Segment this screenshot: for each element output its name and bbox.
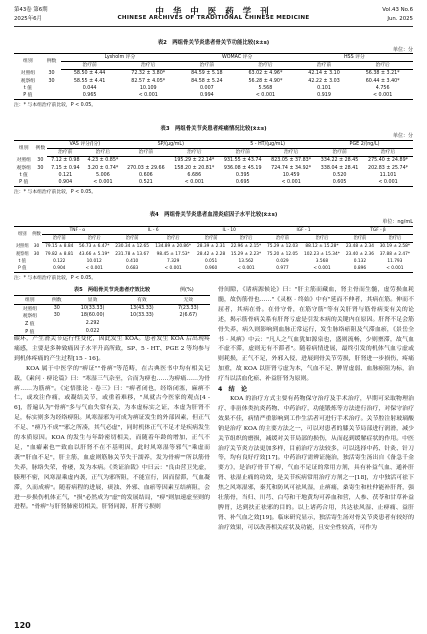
table-cell: 0.101 — [317, 85, 331, 91]
table-cell: 0.121 — [58, 172, 73, 178]
table4-h-tnf: TNF - α — [42, 227, 112, 235]
table-row — [14, 78, 413, 85]
table3-h-before: 治疗前 — [122, 149, 169, 157]
table-cell: 88.12 ± 15.28* — [305, 244, 339, 250]
table-cell: 2(6.67) — [179, 313, 198, 319]
table-cell: 7.329 — [167, 258, 180, 264]
table-row — [14, 265, 413, 273]
table3-h-n: 例数 — [33, 141, 47, 157]
table-cell: 0.122 — [53, 258, 66, 264]
table4-unit: 单位：ng/mL — [382, 219, 413, 225]
table2-h-after: 治疗后 — [235, 62, 296, 70]
table-cell: 10(33.33) — [80, 305, 105, 311]
table3-h-after: 治疗后 — [363, 149, 413, 157]
table-row — [14, 179, 413, 187]
table-cell — [42, 85, 62, 92]
table2-unit: 单位：分 — [392, 47, 413, 53]
table4-h-before: 治疗前 — [264, 235, 301, 243]
table-cell: 202.83 ± 25.74* — [368, 165, 409, 171]
table-cell: 30 — [33, 244, 40, 250]
table-cell — [46, 320, 68, 328]
table-cell: 28.42 ± 2.28 — [197, 251, 226, 257]
table5-h-effective: 有效 — [117, 296, 166, 305]
table-cell: 270.03 ± 29.66 — [127, 165, 165, 171]
table-cell: 0.051 — [204, 258, 218, 264]
table-cell: 0.960 — [194, 265, 228, 273]
table-cell: 0.919 — [296, 92, 353, 100]
header-rule — [14, 26, 413, 27]
table-cell: 11.793 — [387, 258, 403, 264]
table-cell: 58.50 ± 4.44 — [73, 71, 106, 77]
table-cell: 0.605 — [316, 179, 363, 187]
table4-caption: 表4 两组骨关节炎患者血清炎症因子水平比较(x̄±s) — [149, 212, 278, 218]
date-cn: 2025年6月 — [14, 16, 42, 22]
table-row — [14, 172, 413, 179]
table4-h-after: 治疗后 — [301, 235, 343, 243]
table2 — [14, 53, 413, 100]
table2-h-hss: HSS 评分 — [296, 54, 413, 62]
table-cell: 30 — [37, 158, 44, 164]
table-cell: 6.686 — [187, 172, 202, 178]
table-cell: 42.14 ± 3.10 — [308, 71, 340, 77]
table2-h-after: 治疗后 — [118, 62, 179, 70]
table-cell: < 0.001 — [76, 265, 112, 273]
table4-h-before: 治疗前 — [112, 235, 152, 243]
table-cell: 3.568 — [315, 258, 329, 264]
body-paragraph: 碳环，产生滑关节运行性变化，因此发生 KOA。患者发生 KOA 后出现疼痛感，主要是多种致痛因子水平升高所致，SP、5 - HT、PGE 2 等均参与到机体疼痛的产生过程[15 - 16]。 — [14, 336, 210, 362]
table-row — [14, 85, 413, 92]
table-cell: 0.520 — [332, 172, 347, 178]
table-cell: 30 — [53, 305, 60, 311]
table-cell: 0.022 — [68, 327, 117, 335]
table3-h-5ht: 5 - HT/(μg/mL) — [219, 141, 316, 149]
table4-h-il10: IL - 10 — [194, 227, 264, 235]
table-cell: 72.32 ± 3.80* — [131, 71, 166, 77]
table-cell: t 值 — [19, 172, 28, 178]
table-cell: 0.683 — [112, 265, 152, 273]
table-cell: < 0.001 — [377, 265, 413, 273]
table4-h-before: 治疗前 — [343, 235, 377, 243]
table-cell: 3.20 ± 0.74* — [87, 165, 119, 171]
table-row — [14, 157, 413, 165]
table-cell: 10.109 — [139, 85, 157, 91]
table4-note: 注：* 与本组治疗前比较，P < 0.05。 — [14, 276, 97, 281]
table4-h-n: 例数 — [31, 227, 43, 243]
table-cell: 观察组 — [15, 251, 29, 257]
table-cell — [33, 172, 47, 179]
table4 — [14, 226, 413, 273]
table4-h-after: 治疗后 — [228, 235, 264, 243]
table-cell: < 0.001 — [118, 92, 179, 100]
table2-h-lysholm: Lysholm 评分 — [61, 54, 178, 62]
section-heading: 4 结 论 — [218, 386, 248, 394]
table-cell: 5.006 — [96, 172, 110, 178]
table2-h-after: 治疗后 — [352, 62, 413, 70]
table-cell: 134.89 ± 20.86* — [155, 244, 192, 250]
table-cell: 195.29 ± 22.14* — [174, 158, 215, 164]
table-cell: 0.044 — [82, 85, 97, 91]
table-cell: Z 值 — [24, 322, 35, 328]
table-cell: 56.38 ± 3.21* — [365, 71, 400, 77]
table-cell: P 值 — [14, 265, 31, 273]
table-cell: 231.78 ± 13.67 — [115, 251, 149, 257]
table-cell: P 值 — [14, 327, 46, 335]
table-cell: < 0.001 — [301, 265, 343, 273]
table4-h-tgfb: TGF - β — [343, 227, 413, 235]
table-cell: < 0.001 — [228, 265, 264, 273]
table-cell: 42.22 ± 3.03 — [308, 78, 340, 84]
volume-cn: 第43卷 第6期 — [14, 7, 48, 13]
table-cell: 对照组 — [22, 306, 37, 312]
table-cell: 75.20 ± 12.05 — [266, 251, 298, 257]
table3-h-sp: SP/(μg/mL) — [122, 141, 219, 149]
table-cell: 79.82 ± 8.81 — [45, 251, 74, 257]
table-cell: 对照组 — [16, 158, 31, 164]
table-cell: 0.695 — [219, 179, 266, 187]
table-cell: 23.48 ± 2.34 — [345, 244, 375, 250]
table2-caption: 表2 两组骨关节炎患者骨关节功能比较(x̄±s) — [157, 40, 270, 46]
table4-h-before: 治疗前 — [194, 235, 228, 243]
table-cell: 230.34 ± 12.65 — [115, 244, 149, 250]
table-row — [14, 165, 413, 172]
table-cell: t 值 — [18, 258, 26, 264]
table5-unit: 例(%) — [180, 287, 194, 293]
body-paragraph: 骨间隙，《诸病源候论》曰："肝主筋而藏血，肾主骨而生髓，虚劳损血耗髓，故伤筋骨也……"《灵枢 · 终始》中有"延而不伸者，其病在筋。伸而不屈者，其病在骨。在骨守骨，在筋守筋"等有关肝肾与筋骨病变有关的论述，揭示筋骨病关系有肝肾亏虚是引发本病的关键内在原因。肝肾不足会筋骨失养，病久则影响到血脉正常运行，发生脉络瘀阻及气滞血瘀，《景岳全书 · 风痹》中云："凡人之气血犹如源泉也，盛则流畅，少则壅滞，故气血不虚不滞，虚则无有不滞者"。随着病情进展，最终引发的机体气血亏虚或则耗损，正气不足，外邪入侵，进展到骨关节劳损，肝肾进一步损伤，疼痛加重，故 KOA 以肝肾亏虚为本，气血不足、脾胃虚弱、血脉瘀阻为标，治疗当以活血化瘀、补益肝肾为原则。 — [218, 287, 414, 383]
table-cell: 30 — [48, 71, 55, 77]
table-cell: 0.395 — [235, 172, 250, 178]
page-number: 120 — [14, 621, 31, 630]
date-en: Jun. 2025 — [387, 16, 413, 22]
header-right — [382, 6, 413, 24]
table-cell: 13(43.33) — [130, 305, 154, 311]
table5-caption: 表5 两组骨关节炎患者疗效比较 — [73, 287, 151, 293]
table-cell: 63.02 ± 4.96* — [248, 71, 283, 77]
table-cell: 275.40 ± 24.89* — [368, 158, 409, 164]
table-cell — [167, 320, 210, 328]
table-cell: 7.12 ± 0.98 — [51, 158, 80, 164]
table-cell: 0.521 — [122, 179, 169, 187]
table-cell: < 0.001 — [352, 92, 413, 100]
table-cell: < 0.001 — [83, 179, 122, 187]
table2-note: 注：* 与本组治疗前比较，P < 0.05。 — [14, 103, 97, 108]
table-cell — [122, 157, 169, 165]
table-cell: 79.15 ± 8.84 — [45, 244, 74, 250]
table-cell: 936.08 ± 45.19 — [223, 165, 262, 171]
table3-note: 注：* 与本组治疗前比较，P < 0.05。 — [14, 190, 97, 195]
table-row — [14, 258, 413, 265]
table4-h-igf1: IGF - 1 — [264, 227, 343, 235]
table-cell: 23.40 ± 2.36 — [345, 251, 375, 257]
table2-h-before: 治疗前 — [61, 62, 118, 70]
table-cell: 98.45 ± 17.53* — [156, 251, 190, 257]
table-cell: 观察组 — [16, 165, 31, 171]
table-cell: 0.977 — [264, 265, 301, 273]
table-cell: 30.19 ± 2.58* — [379, 244, 411, 250]
table-cell: 11.101 — [379, 172, 397, 178]
table-cell: 22.96 ± 2.15* — [230, 244, 262, 250]
table3-h-pge2: PGE 2/(ng/L) — [316, 141, 413, 149]
table-cell: 82.57 ± 4.05* — [131, 78, 166, 84]
table-cell: 13.562 — [238, 258, 254, 264]
table3-caption: 表3 两组骨关节炎患者疼痛情况比较(x̄±s) — [160, 126, 267, 132]
table3-unit: 单位：分 — [392, 133, 413, 139]
table-cell: 823.05 ± 37.83* — [271, 158, 312, 164]
body-paragraph: KOA 的治疗方式主要有药物保守治疗及手术治疗，早期可采取物理治疗、非甾体类抗炎药物、中药治疗，功能锻炼等方法进行治疗，对保守治疗效果不佳，病情严重影响到工作生活者可进行手术治疗。关节腔注射玻璃酸钠是治疗 KOA 的主要方法之一，可以对患者的膝关节局部进行润滑，减少关节组织的磨损，减缓对关节局部的损伤，从而起到缓解症状的作用。中医治疗关节炎方法更加多样，目前治疗方法较多，可以选择中药、针灸、针刀等，均有良好疗效[17]。中药治疗需辨证施治，独活寄生汤出自《备急千金要方》，是治疗骨节丫痹，气血不足证的常用方剂，具有补益气血、通补肝肾、祛湿止痛的功效，是关节疾病常用治疗方剂之一[18]，方中独活可祛下焦之风寒湿邪，秦艽和防风可祛风湿，止痹痛，桑寄生和杜仲能补肝肾，强壮筋骨，当归、川芎、白芍和干地黄均可养血和营，人参、茯苓和甘草补益脾胃，达到扶正祛邪的目的。以上诸药合用，共达祛风湿、止痹痛、益肝肾、补气血之效[19]。临床研究显示，独活寄生汤对骨关节炎患者有较好的治疗效果，可以改善相关症状及功能，且安全性较高，可作为 — [218, 395, 414, 531]
table-cell: 931.55 ± 43.74 — [223, 158, 262, 164]
table-cell: 0.007 — [199, 85, 214, 91]
table5-h-marked: 显效 — [68, 296, 117, 305]
table-cell: < 0.001 — [235, 92, 296, 100]
table-cell: 102.23 ± 15.34* — [304, 251, 340, 257]
table-cell — [42, 92, 62, 100]
table-row — [14, 92, 413, 100]
table-row — [14, 243, 413, 251]
running-header — [14, 4, 413, 34]
table-cell: 28.39 ± 2.31 — [197, 244, 226, 250]
table4-h-after: 治疗后 — [76, 235, 112, 243]
table3 — [14, 140, 413, 187]
table-cell: 30 — [53, 313, 60, 319]
table4-h-group: 组别 — [14, 227, 31, 243]
table3-h-after: 治疗后 — [169, 149, 219, 157]
table-cell: < 0.001 — [152, 265, 194, 273]
table-cell: < 0.001 — [169, 179, 219, 187]
table-cell: 10.012 — [86, 258, 102, 264]
journal-title-cn: 中 华 中 医 药 学 刊 — [155, 7, 272, 17]
table-cell: 334.22 ± 28.45 — [320, 158, 359, 164]
table-cell: 75.29 ± 12.03 — [266, 244, 298, 250]
table2-h-before: 治疗前 — [296, 62, 353, 70]
table-cell: 58.55 ± 4.41 — [73, 78, 106, 84]
table-cell: 观察组 — [20, 78, 36, 84]
table-cell: 观察组 — [22, 314, 37, 320]
table5-h-group: 组别 — [14, 296, 46, 305]
table-cell: 0.965 — [61, 92, 118, 100]
table-cell: 对照组 — [20, 71, 36, 77]
table3-h-group: 组别 — [14, 141, 33, 157]
table4-h-after: 治疗后 — [377, 235, 413, 243]
table-cell: 0.904 — [47, 179, 83, 187]
table-cell — [31, 258, 43, 265]
table4-h-after: 治疗后 — [152, 235, 194, 243]
volume-en: Vol.43 No.6 — [382, 7, 413, 13]
table-cell: 724.74 ± 34.92* — [271, 165, 312, 171]
right-column — [218, 286, 414, 624]
table-cell: 0.132 — [353, 258, 367, 264]
table-cell: 15.29 ± 2.23* — [230, 251, 262, 257]
table3-h-after: 治疗后 — [266, 149, 316, 157]
table-cell: 10(33.33) — [130, 313, 154, 319]
table-cell: 4.756 — [375, 85, 390, 91]
left-column — [14, 335, 210, 620]
table-cell: 0.029 — [276, 258, 289, 264]
table-cell: 0.994 — [179, 92, 236, 100]
table-cell: 对照组 — [15, 244, 29, 250]
table-cell: 60.44 ± 3.40* — [365, 78, 400, 84]
table-cell: 0.896 — [343, 265, 377, 273]
table-cell: 37.88 ± 2.47* — [379, 251, 411, 257]
body-paragraph: KOA 属于中医学的"痹证""骨痹"等范畴，在古典医书中均有相关记载，《素问 · 痹论篇》曰："寒湿三气杂至，合而为痹也……为痹痛……为骨痹……为筋痹"。《定悟胀论 · 卷三》曰："痹者闭也，经络闭塞，麻痹不仁，或攻注作痛，或凝结关节，或重着难移，"凤就古今医家的观点[4 - 6]，普遍认为"骨痹"多与气血失常有关，为本虚标实之证，本虚为肝肾不足，标实则多为经络痹阻。风寒湿邪为可成为痹证发生的外部因素，但正气不足、"痹乃不成""邪之所凑，其气必虚"，同时机体正气不足才是疾病发生的本质原因。KOA 的发生与年龄密切相关，而随着年龄的增加，正气不足，"血癖素也""致血以肝肾不在不基明因，此时风寒湿等邪气"乘虚而袭""肝血不足"，肝主筋，血虚则筋脉关节失于濡养，发为骨痹""所以筋骨失养，脉络失荣，骨痿，发为本病。《类证治裁》中曰云："良由营卫先虚，腠理不密，风寒湿乘虚内袭，正气为邪所阻，不能宣行，因而留滞，气血凝滞，久而成痹"。随着病程的进展，痰浊、外邪、血瘀等因素互结痹阻，会进一步损伤机体正气，"损"必然成为"虚"的发展结局，"痹"则加速虚至则的进程。"骨痹"与肝肾肺密切相关，肝肾同源，肝肾亏损则 — [14, 365, 210, 511]
table-cell: < 0.001 — [266, 179, 316, 187]
table-row — [14, 70, 413, 78]
table-row — [14, 320, 210, 328]
table4-h-il6: IL - 6 — [112, 227, 194, 235]
table-cell: 0.606 — [139, 172, 153, 178]
table3-h-after: 治疗后 — [83, 149, 122, 157]
table4-h-before: 治疗前 — [42, 235, 76, 243]
table5 — [14, 295, 210, 336]
table-cell: < 0.001 — [363, 179, 413, 187]
table-cell: 338.04 ± 28.41 — [320, 165, 359, 171]
table3-h-before: 治疗前 — [219, 149, 266, 157]
table-cell: 5.568 — [258, 85, 273, 91]
table2-h-n: 例数 — [42, 54, 62, 70]
table-cell: 30 — [48, 78, 55, 84]
table2-h-group: 组别 — [14, 54, 42, 70]
table-cell: 30 — [33, 251, 40, 257]
table-cell: 43.66 ± 5.19* — [79, 251, 110, 257]
table5-h-invalid: 无效 — [167, 296, 210, 305]
table-cell — [33, 179, 47, 187]
table-cell: 0.904 — [42, 265, 76, 273]
journal-title-en: CHINESE ARCHIVES OF TRADITIONAL CHINESE MEDICINE — [117, 15, 310, 21]
table-cell: 4.23 ± 0.85* — [87, 158, 119, 164]
table-cell: 7.15 ± 0.94 — [51, 165, 80, 171]
table-cell: t 值 — [23, 85, 32, 91]
table3-h-before: 治疗前 — [316, 149, 363, 157]
table-cell: 18(60.00) — [80, 313, 105, 319]
table2-h-before: 治疗前 — [179, 62, 236, 70]
table5-h-n: 例数 — [46, 296, 68, 305]
table-cell: 84.59 ± 5.18 — [191, 71, 223, 77]
table-cell: P 值 — [14, 179, 33, 187]
table-cell — [117, 320, 166, 328]
table3-h-before: 治疗前 — [47, 149, 83, 157]
table-row — [14, 251, 413, 258]
table-cell: 30 — [37, 165, 44, 171]
table3-h-vas: VAS 评分/(分) — [47, 141, 122, 149]
table-cell: 158.20 ± 20.81* — [174, 165, 215, 171]
table-cell: 2.292 — [85, 321, 100, 327]
table-cell — [31, 265, 43, 273]
table-row — [14, 312, 210, 320]
table-cell: 10.459 — [282, 172, 300, 178]
table-cell: 0.410 — [125, 258, 139, 264]
table-row — [14, 304, 210, 312]
table-cell: 7(23.33) — [178, 305, 199, 311]
table-cell: P 值 — [14, 92, 42, 100]
table-cell: 84.58 ± 5.24 — [191, 78, 223, 84]
table2-h-womac: WOMAC 评分 — [179, 54, 296, 62]
table-cell: 56.28 ± 4.90* — [248, 78, 283, 84]
table-cell: 56.73 ± 6.47* — [79, 244, 110, 250]
